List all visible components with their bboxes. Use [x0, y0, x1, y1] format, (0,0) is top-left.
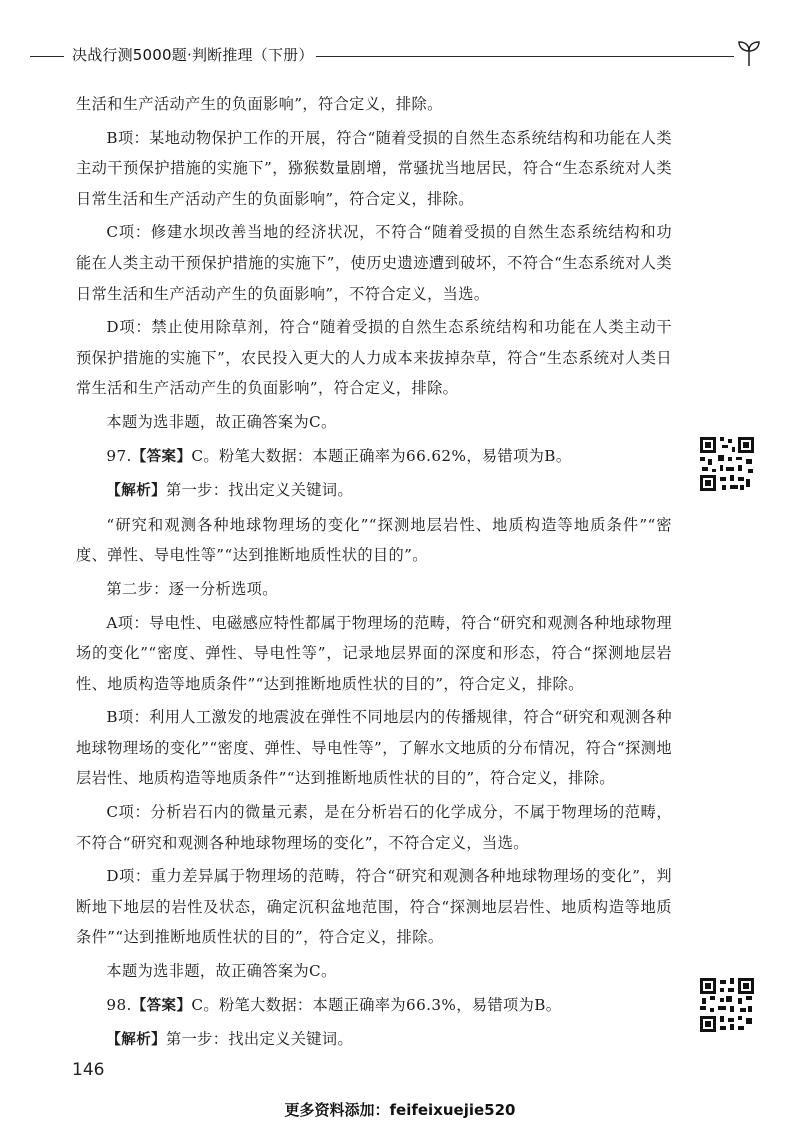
- page-body: [76, 89, 672, 1059]
- paragraph: [76, 797, 672, 858]
- paragraph: [76, 407, 672, 438]
- paragraph-text: D项：禁止使用除草剂，符合“随着受损的自然生态系统结构和功能在人类主动干预保护措施的实施下”，农民投入更大的人力成本来拔掉杂草，符合“生态系统对人类日常生活和生产活动产生的负面影响”，符合定义，排除。: [76, 318, 672, 398]
- question-number: 98.: [106, 995, 132, 1014]
- paragraph-text: B项：利用人工激发的地震波在弹性不同地层内的传播规律，符合“研究和观测各种地球物理场的变化”“密度、弹性、导电性等”，了解水文地质的分布情况，符合“探测地层岩性、地质构造等地质条件”“达到推断地质性状的目的”，符合定义，排除。: [76, 708, 672, 788]
- question-number: 97.: [106, 446, 132, 465]
- running-header: [0, 40, 780, 70]
- paragraph-text: C项：修建水坝改善当地的经济状况，不符合“随着受损的自然生态系统结构和功能在人类主动干预保护措施的实施下”，使历史遗迹遭到破坏，不符合“生态系统对人类日常生活和生产活动产生的负面影响”，不符合定义，当选。: [76, 223, 672, 303]
- analysis-label: 【解析】: [106, 483, 166, 500]
- analysis-text: 第一步：找出定义关键词。: [166, 481, 354, 500]
- paragraph: [76, 861, 672, 953]
- answer-label: 【答案】: [131, 997, 192, 1014]
- page-number: 146: [72, 1060, 105, 1080]
- paragraph: [76, 702, 672, 794]
- sprout-icon: [736, 38, 762, 68]
- paragraph-continued: [76, 89, 672, 120]
- paragraph: [76, 956, 672, 987]
- paragraph: [76, 574, 672, 605]
- paragraph: [76, 608, 672, 700]
- paragraph-text: “研究和观测各种地球物理场的变化”“探测地层岩性、地质构造等地质条件”“密度、弹性、导电性等”“达到推断地质性状的目的”。: [76, 515, 672, 565]
- paragraph: [76, 123, 672, 215]
- qr-code-icon: [698, 976, 756, 1034]
- paragraph: [76, 312, 672, 404]
- paragraph: [76, 510, 672, 571]
- analysis-line: [76, 475, 672, 507]
- paragraph-text: 生活和生产活动产生的负面影响”，符合定义，排除。: [76, 95, 443, 113]
- analysis-label: 【解析】: [106, 1032, 166, 1049]
- paragraph-text: B项：某地动物保护工作的开展，符合“随着受损的自然生态系统结构和功能在人类主动干预保护措施的实施下”，猕猴数量剧增，常骚扰当地居民，符合“生态系统对人类日常生活和生产活动产生的负面影响”，符合定义，排除。: [76, 128, 672, 208]
- answer-text: C。粉笔大数据：本题正确率为66.62%，易错项为B。: [191, 446, 572, 465]
- qr-code-icon: [698, 435, 756, 493]
- paragraph-text: C项：分析岩石内的微量元素，是在分析岩石的化学成分，不属于物理场的范畴，不符合“研究和观测各种地球物理场的变化”，不符合定义，当选。: [76, 803, 672, 852]
- answer-text: C。粉笔大数据：本题正确率为66.3%，易错项为B。: [191, 995, 562, 1014]
- answer-line: [76, 990, 672, 1022]
- answer-line: [76, 441, 672, 473]
- book-title: 决战行测5000题·判断推理（下册）: [72, 46, 314, 64]
- paragraph-text: D项：重力差异属于物理场的范畴，符合“研究和观测各种地球物理场的变化”，判断地下地层的岩性及状态，确定沉积盆地范围，符合“探测地层岩性、地质构造等地质条件”“达到推断地质性状的目的”，符合定义，排除。: [76, 867, 672, 947]
- answer-label: 【答案】: [131, 448, 192, 465]
- header-rule-right: [316, 56, 734, 57]
- paragraph-text: 本题为选非题，故正确答案为C。: [106, 412, 337, 431]
- analysis-text: 第一步：找出定义关键词。: [166, 1030, 354, 1049]
- paragraph-text: 第二步：逐一分析选项。: [106, 579, 278, 598]
- paragraph-text: A项：导电性、电磁感应特性都属于物理场的范畴，符合“研究和观测各种地球物理场的变化”“密度、弹性、导电性等”，记录地层界面的深度和形态，符合“探测地层岩性、地质构造等地质条件”“达到推断地质性状的目的”，符合定义，排除。: [76, 613, 672, 693]
- footer-note: 更多资料添加：feifeixuejie520: [284, 1101, 516, 1119]
- header-rule-left: [30, 56, 64, 57]
- paragraph: [76, 217, 672, 309]
- analysis-line: [76, 1024, 672, 1056]
- paragraph-text: 本题为选非题，故正确答案为C。: [106, 962, 337, 981]
